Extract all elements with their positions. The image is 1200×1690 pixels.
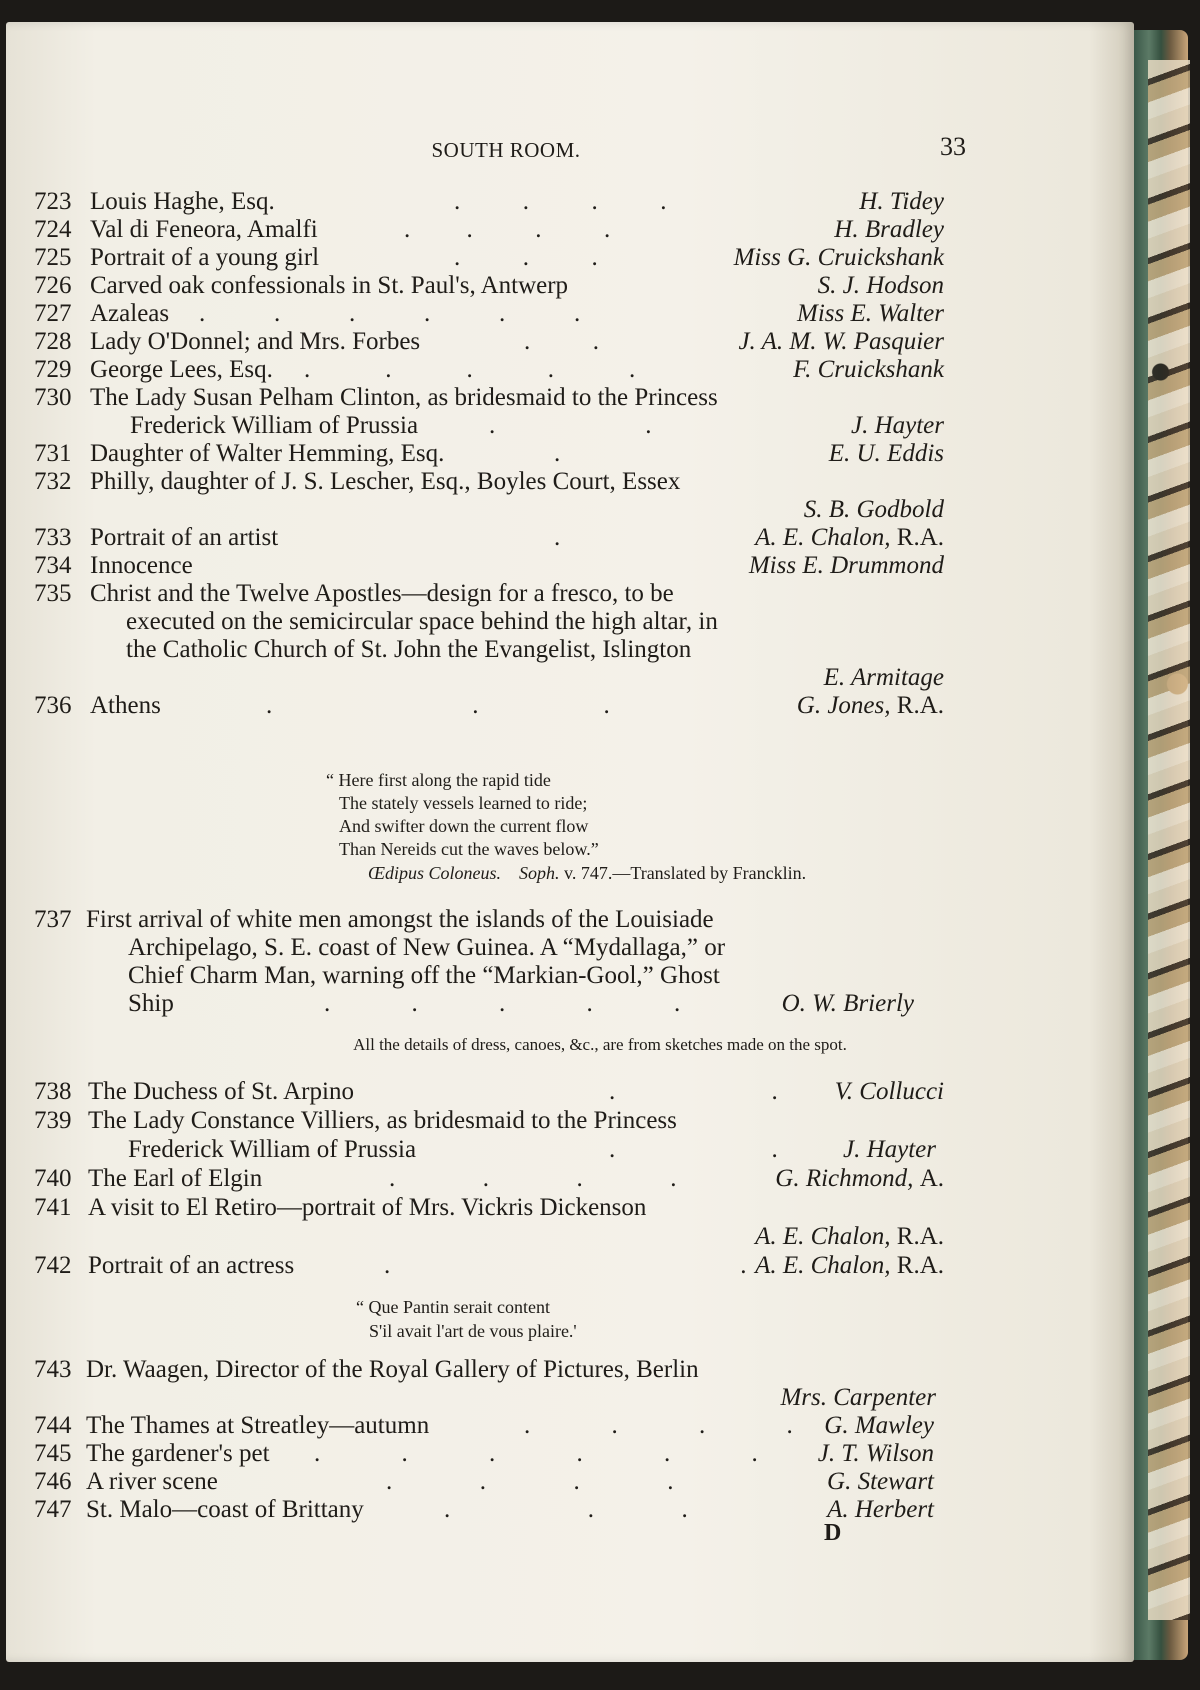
entry-737-continuation-2 <box>34 962 944 990</box>
entry-artist: F. Cruickshank <box>793 356 944 383</box>
entry-title: The Lady Susan Pelham Clinton, as bridesmaid to the Princess <box>90 384 718 411</box>
entry-title: Portrait of an actress <box>88 1252 295 1279</box>
entry-730 <box>34 384 944 412</box>
entry-723 <box>34 188 944 216</box>
entry-number: 745 <box>34 1440 72 1467</box>
entry-title: Christ and the Twelve Apostles—design for a fresco, to be <box>90 580 674 607</box>
entry-732 <box>34 468 944 496</box>
artist-name: A. E. Chalon, <box>755 1223 891 1250</box>
entry-title: St. Malo—coast of Brittany <box>86 1496 364 1523</box>
entry-title: George Lees, Esq. <box>90 356 273 383</box>
entry-title: Louis Haghe, Esq. <box>90 188 275 215</box>
dot-leader: . . <box>609 1078 778 1105</box>
entry-artist <box>775 1165 944 1193</box>
dot-leader: . . . . <box>524 1412 793 1439</box>
entry-731 <box>34 440 944 468</box>
entry-number: 736 <box>34 692 72 719</box>
entry-title-continuation: Frederick William of Prussia <box>128 1136 417 1163</box>
entry-730-continuation <box>34 412 944 440</box>
entry-title: The Earl of Elgin <box>88 1165 263 1192</box>
entry-title: Lady O'Donnel; and Mrs. Forbes <box>90 328 421 355</box>
entry-number: 723 <box>34 188 72 215</box>
page-content <box>6 22 1134 1662</box>
entry-728 <box>34 328 944 356</box>
source-title: Œdipus Coloneus. <box>368 863 501 883</box>
entry-number: 738 <box>34 1078 72 1105</box>
entry-artist: Mrs. Carpenter <box>780 1384 936 1411</box>
entry-title: A river scene <box>86 1468 218 1495</box>
artist-name: G. Jones, <box>796 692 891 719</box>
entry-739 <box>34 1107 944 1135</box>
entry-artist: H. Bradley <box>834 216 944 243</box>
entry-title-continuation: Ship <box>128 990 174 1017</box>
dot-leader: . . . <box>266 692 610 719</box>
artist-honour: R.A. <box>896 1223 944 1250</box>
signature-mark: D <box>824 1520 842 1546</box>
entry-number: 746 <box>34 1468 72 1495</box>
quote-line: “ Que Pantin serait content <box>356 1297 550 1317</box>
entry-745 <box>34 1440 944 1468</box>
entry-number: 725 <box>34 244 72 271</box>
entry-artist: Miss E. Walter <box>797 300 944 327</box>
entry-title: Athens <box>90 692 161 719</box>
entry-title: The Duchess of St. Arpino <box>88 1078 354 1105</box>
entry-artist: A. Herbert <box>827 1496 934 1523</box>
quote-line: Than Nereids cut the waves below.” <box>339 839 599 859</box>
entry-title: Innocence <box>90 552 193 579</box>
entry-729 <box>34 356 944 384</box>
entry-title: First arrival of white men amongst the islands of the Louisiade <box>86 906 714 933</box>
quote-line: The stately vessels learned to ride; <box>339 793 588 813</box>
entry-735-continuation-1 <box>34 608 944 636</box>
entry-number: 730 <box>34 384 72 411</box>
dot-leader: . . . . . . <box>199 300 581 327</box>
dot-leader: . . <box>489 412 652 439</box>
entry-artist: O. W. Brierly <box>781 990 914 1017</box>
entry-artist: S. J. Hodson <box>817 272 944 299</box>
entry-number: 740 <box>34 1165 72 1192</box>
entry-artist: S. B. Godbold <box>803 496 944 523</box>
entry-artist <box>755 524 944 552</box>
entry-artist: G. Stewart <box>827 1468 934 1495</box>
entry-number: 732 <box>34 468 72 495</box>
running-title: SOUTH ROOM. <box>431 138 581 162</box>
dot-leader: . . <box>609 1136 778 1163</box>
artist-honour: R.A. <box>896 1252 944 1279</box>
entry-735-continuation-2 <box>34 636 944 664</box>
entry-artist: J. Hayter <box>842 1136 936 1163</box>
artist-honour: R.A. <box>896 524 944 551</box>
dot-leader: . . . . . <box>304 356 636 383</box>
source-reference: v. 747.—Translated by Francklin. <box>564 863 807 883</box>
dot-leader: . . . . <box>454 188 667 215</box>
entry-726 <box>34 272 944 300</box>
dot-leader: . . . <box>454 244 598 271</box>
dot-leader: . . . . <box>389 1165 677 1192</box>
entry-title: The Lady Constance Villiers, as bridesmaid to the Princess <box>88 1107 677 1134</box>
entry-artist: J. T. Wilson <box>817 1440 934 1467</box>
dot-leader: . <box>554 440 561 467</box>
entry-727 <box>34 300 944 328</box>
marbled-endpaper <box>1148 60 1190 1620</box>
entry-739-continuation <box>34 1136 944 1164</box>
entry-number: 729 <box>34 356 72 383</box>
entry-artist: E. U. Eddis <box>828 440 944 467</box>
entry-725 <box>34 244 944 272</box>
entry-738 <box>34 1078 944 1106</box>
entry-737 <box>34 906 944 934</box>
dot-leader: . . . . <box>404 216 611 243</box>
dot-leader: . . . . . . <box>314 1440 758 1467</box>
entry-artist: J. A. M. W. Pasquier <box>738 328 944 355</box>
quote-source <box>368 862 806 885</box>
quote-line: “ Here first along the rapid tide <box>326 770 551 790</box>
dot-leader: . . . <box>444 1496 688 1523</box>
dot-leader: . . <box>384 1252 747 1279</box>
entry-747 <box>34 1496 944 1524</box>
entry-737-note: All the details of dress, canoes, &c., are from sketches made on the spot. <box>353 1035 847 1054</box>
entry-number: 747 <box>34 1496 72 1523</box>
entry-title-continuation: Archipelago, S. E. coast of New Guinea. A “Mydallaga,” or <box>128 934 726 961</box>
entry-742 <box>34 1252 944 1280</box>
entry-735-artist-line <box>34 664 944 692</box>
dot-leader: . . . . <box>386 1468 674 1495</box>
artist-name: G. Richmond, <box>775 1165 914 1192</box>
entry-number: 743 <box>34 1356 72 1383</box>
dot-leader: . . <box>524 328 599 355</box>
entry-artist: Miss E. Drummond <box>748 552 944 579</box>
entry-title: Portrait of an artist <box>90 524 279 551</box>
entry-title-continuation: Chief Charm Man, warning off the “Markian-Gool,” Ghost <box>128 962 720 989</box>
entry-737-continuation-1 <box>34 934 944 962</box>
entry-title: Val di Feneora, Amalfi <box>90 216 318 243</box>
entry-artist: E. Armitage <box>823 664 944 691</box>
quote-line: S'il avait l'art de vous plaire.' <box>369 1321 577 1341</box>
entry-artist <box>797 692 944 720</box>
artist-honour: R.A. <box>896 692 944 719</box>
dot-leader: . . . . . <box>324 990 681 1017</box>
entry-number: 737 <box>34 906 72 933</box>
entry-number: 726 <box>34 272 72 299</box>
entry-title: Carved oak confessionals in St. Paul's, Antwerp <box>90 272 569 299</box>
page-number: 33 <box>940 132 966 161</box>
entry-number: 742 <box>34 1252 72 1279</box>
entry-title: Daughter of Walter Hemming, Esq. <box>90 440 445 467</box>
entry-title-continuation: executed on the semicircular space behind the high altar, in <box>126 608 718 635</box>
entry-733 <box>34 524 944 552</box>
entry-740 <box>34 1165 944 1193</box>
entry-artist: Miss G. Cruickshank <box>733 244 944 271</box>
entry-number: 741 <box>34 1194 72 1221</box>
entry-number: 744 <box>34 1412 72 1439</box>
entry-743-artist-line <box>34 1384 944 1412</box>
entry-number: 724 <box>34 216 72 243</box>
quote-line: And swifter down the current flow <box>339 816 589 836</box>
entry-number: 733 <box>34 524 72 551</box>
entry-artist <box>755 1223 944 1251</box>
entry-746 <box>34 1468 944 1496</box>
catalogue-page <box>6 22 1134 1662</box>
entry-title: A visit to El Retiro—portrait of Mrs. Vickris Dickenson <box>88 1194 647 1221</box>
entry-title: Azaleas <box>90 300 170 327</box>
entry-743 <box>34 1356 944 1384</box>
entry-artist <box>755 1252 944 1280</box>
entry-744 <box>34 1412 944 1440</box>
entry-734 <box>34 552 944 580</box>
entry-724 <box>34 216 944 244</box>
entry-title: The gardener's pet <box>86 1440 270 1467</box>
entry-artist: J. Hayter <box>850 412 944 439</box>
entry-title: Dr. Waagen, Director of the Royal Gallery of Pictures, Berlin <box>86 1356 699 1383</box>
entry-736 <box>34 692 944 720</box>
entry-title: Philly, daughter of J. S. Lescher, Esq., Boyles Court, Essex <box>90 468 681 495</box>
entry-741 <box>34 1194 944 1222</box>
entry-title: Portrait of a young girl <box>90 244 320 271</box>
page-header <box>6 130 1134 170</box>
artist-name: A. E. Chalon, <box>755 524 891 551</box>
entry-number: 731 <box>34 440 72 467</box>
entry-title-continuation: the Catholic Church of St. John the Evangelist, Islington <box>126 636 692 663</box>
entry-number: 739 <box>34 1107 72 1134</box>
entry-artist: H. Tidey <box>859 188 944 215</box>
entry-artist: G. Mawley <box>824 1412 934 1439</box>
entry-number: 735 <box>34 580 72 607</box>
entry-title: The Thames at Streatley—autumn <box>86 1412 430 1439</box>
entry-number: 728 <box>34 328 72 355</box>
entry-732-artist-line <box>34 496 944 524</box>
artist-name: A. E. Chalon, <box>755 1252 891 1279</box>
entry-number: 734 <box>34 552 72 579</box>
entry-artist: V. Collucci <box>834 1078 944 1105</box>
source-author: Soph. <box>519 863 560 883</box>
entry-737-continuation-3 <box>34 990 944 1018</box>
dot-leader: . <box>554 524 561 551</box>
entry-741-artist-line <box>34 1223 944 1251</box>
artist-honour: A. <box>919 1165 944 1192</box>
entry-title-continuation: Frederick William of Prussia <box>130 412 419 439</box>
entry-number: 727 <box>34 300 72 327</box>
entry-735 <box>34 580 944 608</box>
